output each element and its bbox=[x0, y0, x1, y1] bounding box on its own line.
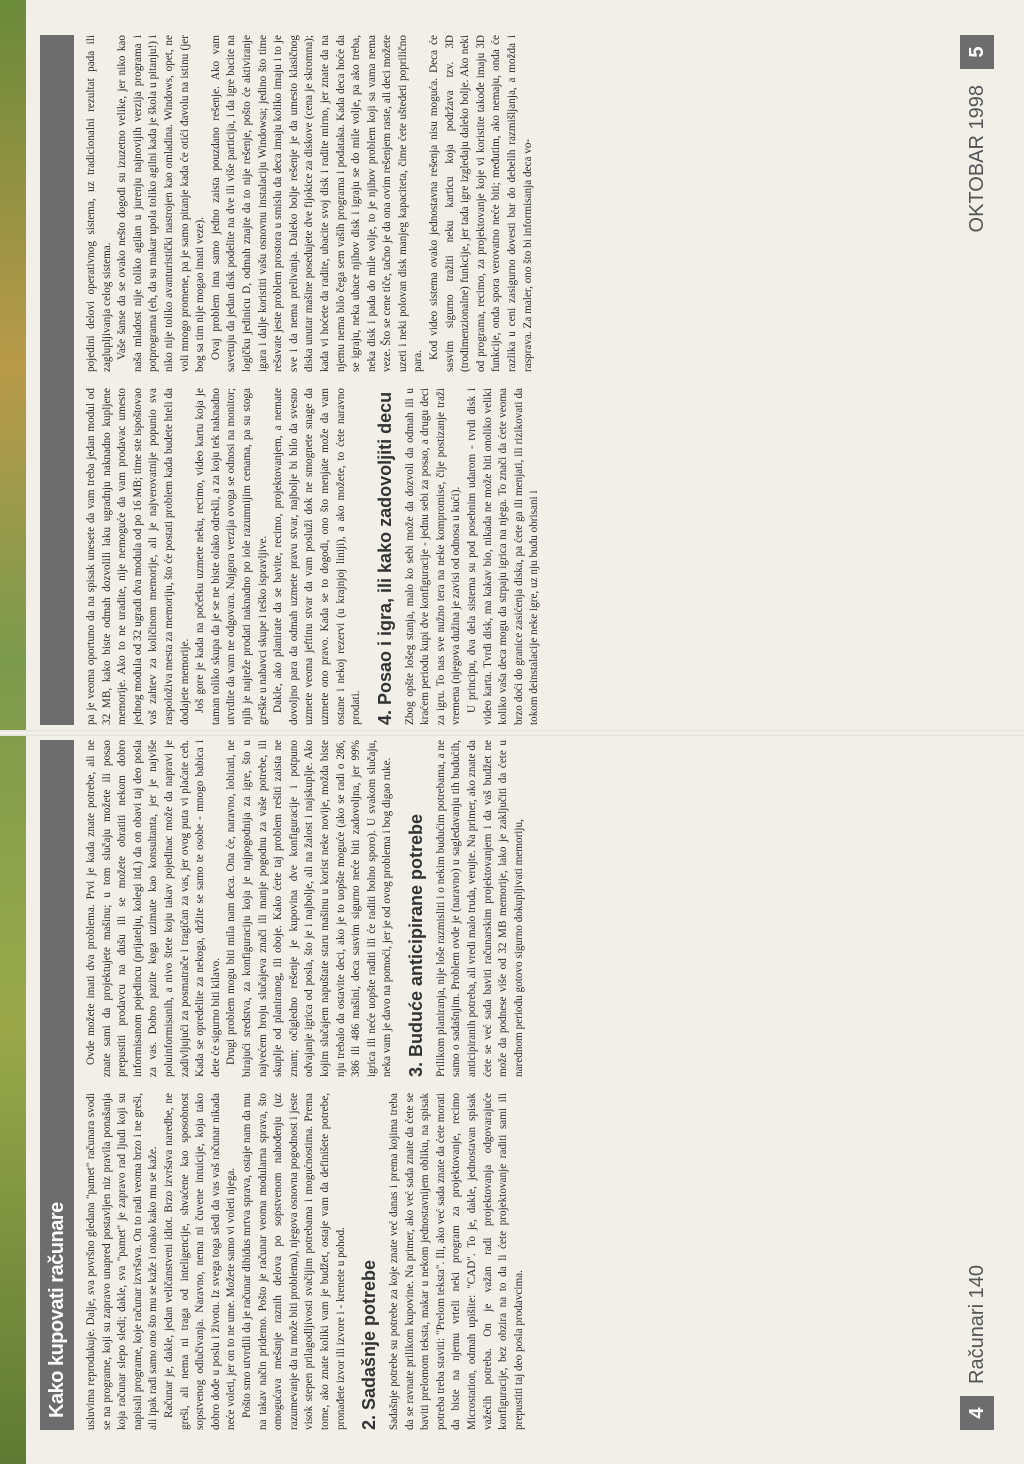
left-page-columns bbox=[84, 740, 944, 1430]
section-heading: 2. Sadašnje potrebe bbox=[359, 1259, 380, 1430]
paragraph: pojedini delovi operativnog sistema, uz tradicionalni rezultat pada ili zaglupljivanja celog sistema. bbox=[85, 35, 113, 372]
paragraph: Vaše šanse da se ovako nešto dogodi su izuzetno velike, jer niko kao naša mladost nije toliko agilan u jurenju najnovijih verzija programa i potprograma (eh, da su makar upola toliko agilni kada je škola u pitanju!) i niko nije toliko avanturistički nastrojen kao omladina. Windows, opet, ne voli mnogo promene, pa je samo pitanje kada će otići đavolu na istinu (jer bog sa tim nije mogao imati veze). bbox=[116, 35, 207, 372]
left-column-2 bbox=[84, 740, 944, 1077]
issue-date: OKTOBAR 1998 bbox=[966, 85, 988, 233]
page-header-bar bbox=[40, 35, 74, 725]
page-gutter bbox=[0, 730, 1024, 736]
magazine-issue: Računari 140 bbox=[966, 1265, 988, 1384]
paragraph: pa je veoma oportuno da na spisak unesete da vam treba jedan modul od 32 MB, kako biste odmah dozvolili laku ugradnju naknadno kupljene memorije. Ako to ne uradite, nije nemoguće da vam prodavac umesto jednog modula od 32 ugradi dva modula od po 16 MB; time ste ispoštovao vaš zahtev za količinom memorije, ali je najverovatnije popunio sva raspoloživa mesta za memoriju, što će postati problem kada budete hteli da dodajete memorije. bbox=[85, 388, 191, 725]
paragraph: Ovaj problem ima samo jedno zaista pouzdano rešenje. Ako vam savetuju da jedan disk podelite na dve ili više particija, i da igre bacite na logičku jedinicu D, odmah znajte da to nije rešenje, pošto će aktiviranje igara i dalje koristiti vašu osnovnu instalaciju Windowsa; jedino što time rešavate jeste problem prostora u smislu da deca imaju koliko imaju i to je sve i da nema prelivanja. Daleko bolje rešenje je da umesto klasičnog diska unutar mašine posedujete dve fijokice za diskove (cena je skromna); kada vi hoćete da radite, ubacite svoj disk i radite mirno, jer znate da na njemu nema bilo čega sem vaših programa i podataka. Kada deca hoće da se igraju, neka ubace njihov disk i igraju se do mile volje, pa ako treba, neka disk i pada do mile volje, to je njihov problem koji sa vama nema veze. Što se cene tiče, tačno je da ona ovim rešenjem raste, ali deci možete uzeti i neki polovan disk manjeg kapaciteta, čime ćete uštedeti poprilično para. bbox=[209, 35, 425, 372]
left-column-1 bbox=[84, 1093, 944, 1430]
paragraph: Pošto smo utvrdili da je računar dibidus mrtva sprava, ostaje nam da mu na takav način pridemo. Pošto je računar veoma modularna sprava, što omogućava mešanje raznih delova po sopstvenom nahođenju (uz razumevanje da tu može biti problema), njegova osnovna pogodnost i jeste visok stepen prilagodljivosti svačijim potrebama i mogućnostima. Prema tome, ako znate koliki vam je budžet, ostaje vam da definišete potrebe, pronađete izvor ili izvore i - krenete u pohod. bbox=[240, 1093, 347, 1430]
left-page bbox=[40, 740, 1000, 1430]
right-column-1 bbox=[84, 388, 944, 725]
paragraph: Sadašnje potrebe su potrebe za koje znate već danas i prema kojima treba da se ravnate prilikom kupovine. Na primer, ako već sada znate da ćete se baviti prelomom teksta, makar u nekom jednostavnijem obliku, na spisak potreba treba staviti: "Prelom teksta". Ili, ako već sada znate da ćete morati da biste na njemu vrteli neki program za projektovanje, recimo Microstation, odmah upišite: "CAD". To je, dakle, jednostavan spisak važećih potreba. On je važan radi projektovanja odgovarajuće konfiguracije, bez obzira na to da li ćete projektovanje raditi sami ili prepustiti taj deo posla prodavcima. bbox=[388, 1093, 525, 1430]
paragraph: Računar je, dakle, jedan veličanstveni idiot. Brzo izvršava naredbe, ne greši, ali nema ni traga od inteligencije, shvaćene kao sposobnost sopstvenog odlučivanja. Naravno, nema ni čuvene intuicije, koja tako dobro dođe u poslu i životu. Iz svega toga sledi da vas vaš računar nikada neće voleti, jer on to ne ume. Možete samo vi voleti njega. bbox=[162, 1093, 238, 1430]
paragraph: Još gore je kada na početku uzmete neku, recimo, video kartu koja je taman toliko skupa da je se ne biste olako odrekli, a za koju tek naknadno utvrdite da vam ne odgovara. Najgora verzija ovoga se odnosi na monitor; njih je najteže prodati naknadno po iole razumnijim cenama, pa su stoga greške u nabavci skupe i teško ispravljive. bbox=[194, 388, 269, 725]
page-footer bbox=[960, 740, 994, 1430]
page-footer bbox=[960, 35, 994, 725]
paragraph: U principu, dva dela sistema su pod posebnim udarom - tvrdi disk i video karta. Tvrdi disk, ma kakav bio, nikada ne može biti onoliko veliki koliko vaša deca mogu da strpaju igrica na njega. To znači da ćete veoma brzo doći do granice zasićenja diska, pa ćete ga ili menjati, ili rizikovati da tokom deinstalacije neke igre, uz nju budu obrisani i bbox=[466, 388, 541, 725]
section-heading: 3. Buduće anticipirane potrebe bbox=[405, 813, 426, 1077]
article-title: Kako kupovati računare bbox=[46, 1202, 68, 1418]
right-column-2 bbox=[84, 35, 944, 372]
right-page bbox=[40, 35, 1000, 725]
paragraph: Kod video sistema ovako jednostavna rešenja nisu moguća. Deca će sasvim sigurno tražiti neku karticu koja podržava tzv. 3D (trodimenzionalne) funkcije, jer tada igre izgledaju daleko bolje. Ako neki od programa, recimo, za projektovanje koje vi koristite takođe imaju 3D funkcije, onda spora verovatno neće biti; međutim, ako nemaju, onda će razlika u ceni zasigurno dovesti bar do debelih razmišljanja, a možda i rasprava. Za maler, ono što bi informisanja deca vo- bbox=[428, 35, 534, 372]
page-number: 4 bbox=[960, 1396, 994, 1430]
article-header-bar bbox=[40, 740, 74, 1430]
paragraph: Ovde možete imati dva problema. Prvi je kada znate potrebe, ali ne znate sami da projektujete mašinu; u tom slučaju možete ili posao prepustiti prodavcu na dušu ili se možete obratiti nekom dobro informisanom pojedincu (prijatelju, kolegi itd.) da on obavi taj deo posla za vas. Dobro pazite koga uzimate kao konsultanta, jer je najviše poluinformisanih, a nivo štete koju takav pojedinac može da napravi je zadivljujući za posmatrače i tragičan za vas, jer ovog puta vi plaćate ceh. Kada se opredelite za nekoga, držite se samo te osobe - mnogo babica i dete će sigurno biti kilavo. bbox=[85, 740, 222, 1077]
paragraph: Dakle, ako planirate da se bavite, recimo, projektovanjem, a nemate dovoljno para da odmah uzmete pravu stvar, najbolje bi bilo da svesno uzmete veoma jeftinu stvar da vam posluži dok ne smognete snage da uzmete ono pravo. Kada se to dogodi, ono što menjate može da vam ostane i nekoj rezervi (u krajnjoj liniji), a ako možete, to ćete naravno prodati. bbox=[272, 388, 363, 725]
paragraph: Drugi problem mogu biti mila nam deca. Ona će, naravno, lobirati, ne birajući sredstva, za konfiguraciju koja je najpogodnija za igre, što u najvećem broju slučajeva znači ili manje pogodnu za vaše potrebe, ili skuplje od planiranog, ili oboje. Kako ćete taj problem rešiti zaista ne znam; očigledno rešenje je kupovina dve konfiguracije i potpuno odvajanje igrica od posla, što je i najbolje, ali na žalost i najskuplje. Ako kojim slučajem napuštate staru mašinu u korist neke novije, možda biste nju trebalo da ostavite deci, ako je to uopšte moguće (ako se radi o 286, 386 ili 486 mašini, deca sasvim sigurno neće biti zadovoljna, jer 99% igrica ili neće uopšte raditi ili će raditi bolno sporo). U svakom slučaju, neka vam je davo na pomoći, jer je od ovog problema i bog digao ruke. bbox=[225, 740, 394, 1077]
paragraph: Prilikom planiranja, nije loše razmisliti i o nekim budućim potrebama, a ne samo o sadašnjim. Problem ovde je (naravno) u sagledavanju tih budućih, anticipiranih potreba, ali vredi malo truda, verujte. Na primer, ako znate da ćete se već sada baviti računarskim projektovanjem i da vaš budžet ne može da podnese više od 32 MB memorije, lako je zaključiti da ćete u narednom periodu gotovo sigurno dokupljivati memoriju, bbox=[434, 740, 525, 1077]
paragraph: Zbog opšte lošeg stanja, malo ko sebi može da dozvoli da odmah ili u kraćem periodu kupi dve konfiguracije - jednu sebi za posao, a drugu deci za igru. To nas sve nužno tera na neke kompromise, čije postizanje traži vremena (njegova dužina je zavisi od odnosa u kući). bbox=[403, 388, 463, 725]
right-page-columns bbox=[84, 35, 944, 725]
page-number: 5 bbox=[960, 35, 994, 69]
section-heading: 4. Posao i igra, ili kako zadovoljiti decu bbox=[374, 391, 395, 725]
paragraph: usluvima reprodukuje. Dalje, sva površno gledana "pamet" računara svodi se na programe, koji su zapravo unapred postavljen niz pravila ponašanja koja računar slepo sledi; dakle, sva "pamet" je zapravo rad ljudi koji su napisali programe, koje računar izvršava. On to radi veoma brzo i ne greši, ali ipak radi samo ono što mu se kaže i onako kako mu se kaže. bbox=[85, 1093, 160, 1430]
